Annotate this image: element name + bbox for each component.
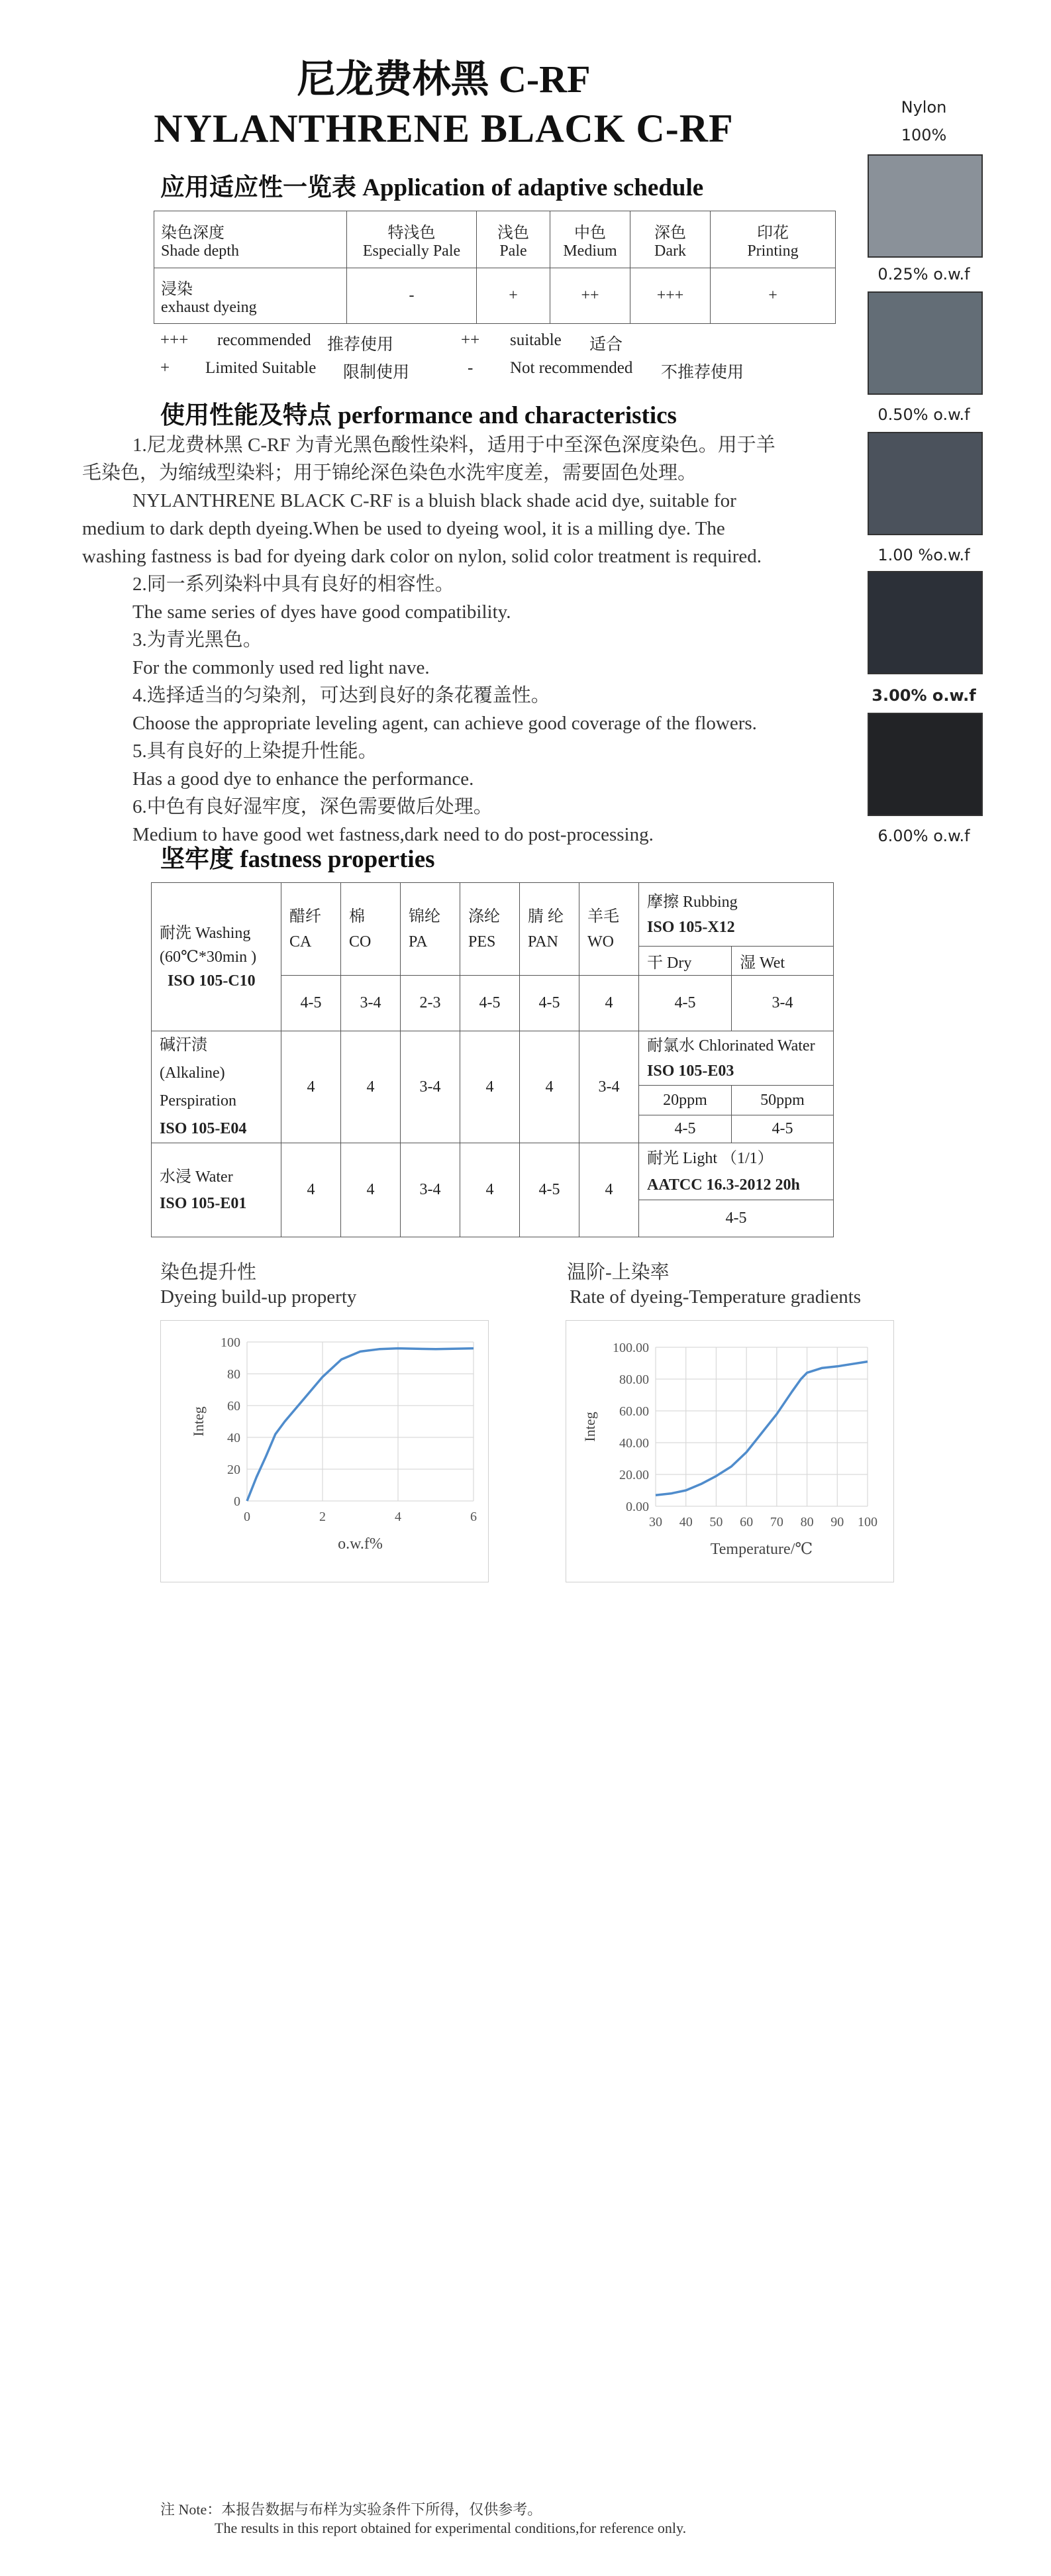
x-axis-label: o.w.f% (338, 1535, 383, 1553)
light-value: 4-5 (639, 1200, 834, 1237)
swatch-box-4 (868, 571, 983, 674)
y-tick-label: 20.00 (619, 1468, 649, 1482)
footnote-en: The results in this report obtained for experimental conditions,for reference only. (215, 2520, 687, 2536)
footnote-cn: 注 Note：本报告数据与布样为实验条件下所得，仅供参考。 (160, 2501, 542, 2518)
x-tick-label: 6 (470, 1510, 477, 1524)
perspiration-pa: 3-4 (401, 1031, 460, 1143)
x-tick-label: 70 (770, 1515, 783, 1529)
swatch-label-4: 3.00% o.w.f (872, 686, 976, 705)
washing-pan: 4-5 (520, 976, 579, 1031)
rubbing-wet-value: 3-4 (732, 976, 834, 1031)
value-especially-pale: - (347, 268, 477, 324)
x-axis-label: Temperature/℃ (710, 1541, 813, 1558)
swatch-label-3: 1.00 %o.w.f (877, 546, 970, 564)
page-title-cn: 尼龙费林黑 C-RF (297, 58, 591, 101)
perspiration-pes: 4 (460, 1031, 520, 1143)
perspiration-wo: 3-4 (579, 1031, 639, 1143)
p3-cn: 3.为青光黑色。 (132, 629, 262, 650)
washing-label-cell: 耐洗 Washing (60℃*30min ) ISO 105-C10 (152, 883, 281, 1031)
p3-en: For the commonly used red light nave. (132, 657, 430, 678)
chlorinated-50ppm-value: 4-5 (732, 1115, 834, 1143)
washing-pa: 2-3 (401, 976, 460, 1031)
p2-cn: 2.同一系列染料中具有良好的相容性。 (132, 574, 454, 595)
p1-en-line2: medium to dark depth dyeing.When be used to dyeing wool, it is a milling dye. The (82, 518, 725, 539)
fastness-table (151, 882, 834, 1237)
p5-cn: 5.具有良好的上染提升性能。 (132, 741, 377, 762)
page-title-en: NYLANTHRENE BLACK C-RF (154, 107, 734, 150)
water-ca: 4 (281, 1143, 341, 1237)
rubbing-dry-label: 干 Dry (639, 947, 732, 976)
legend-l1-en: recommended (217, 331, 311, 349)
swatch-label-2: 0.50% o.w.f (877, 405, 970, 424)
y-tick-label: 80 (227, 1367, 240, 1382)
legend-l4-cn: 不推荐使用 (661, 364, 744, 382)
x-tick-label: 30 (649, 1515, 662, 1529)
value-pale: + (477, 268, 550, 324)
x-tick-label: 0 (244, 1510, 250, 1524)
chlorinated-label-cell: 耐氯水 Chlorinated Water ISO 105-E03 (639, 1031, 834, 1086)
washing-ca: 4-5 (281, 976, 341, 1031)
medium-header: 中色 Medium (550, 211, 630, 268)
x-tick-label: 40 (679, 1515, 693, 1529)
p1-cn-line1: 1.尼龙费林黑 C-RF 为青光黑色酸性染料，适用于中至深色深度染色。用于羊 (132, 435, 776, 456)
value-dark: +++ (630, 268, 711, 324)
legend-l3-cn: 限制使用 (343, 364, 410, 382)
fiber-pes: 涤纶 PES (460, 883, 520, 976)
x-tick-label: 4 (395, 1510, 401, 1524)
water-co: 4 (341, 1143, 401, 1237)
x-tick-label: 100 (858, 1515, 877, 1529)
washing-co: 3-4 (341, 976, 401, 1031)
fiber-wo: 羊毛 WO (579, 883, 639, 976)
p2-en: The same series of dyes have good compatibility. (132, 601, 511, 623)
swatch-header-line1: Nylon (901, 98, 947, 117)
y-tick-label: 40.00 (619, 1436, 649, 1451)
water-label-cell: 水浸 Water ISO 105-E01 (152, 1143, 281, 1237)
washing-pes: 4-5 (460, 976, 520, 1031)
legend-l2-en: suitable (510, 331, 562, 349)
p1-en-line1: NYLANTHRENE BLACK C-RF is a bluish black shade acid dye, suitable for (132, 490, 736, 511)
exhaust-dyeing-label: 浸染 exhaust dyeing (154, 268, 347, 324)
p6-en: Medium to have good wet fastness,dark need to do post-processing. (132, 824, 654, 845)
performance-heading: 使用性能及特点 performance and characteristics (160, 402, 677, 429)
x-tick-label: 60 (740, 1515, 754, 1529)
rubbing-dry-value: 4-5 (639, 976, 732, 1031)
rubbing-wet-label: 湿 Wet (732, 947, 834, 976)
swatch-box-2 (868, 291, 983, 395)
water-wo: 4 (579, 1143, 639, 1237)
adaptive-heading: 应用适应性一览表 Application of adaptive schedule (160, 174, 704, 201)
swatch-label-1: 0.25% o.w.f (877, 265, 970, 283)
fastness-heading: 坚牢度 fastness properties (160, 846, 435, 873)
y-tick-label: 0 (234, 1494, 240, 1509)
legend-l1-cn: 推荐使用 (327, 336, 394, 354)
x-tick-label: 90 (830, 1515, 844, 1529)
fiber-pa: 锦纶 PA (401, 883, 460, 976)
buildup-chart-frame (160, 1320, 489, 1582)
y-tick-label: 60.00 (619, 1404, 649, 1419)
swatch-box-3 (868, 432, 983, 535)
buildup-chart (161, 1321, 488, 1582)
buildup-caption-cn: 染色提升性 (160, 1262, 257, 1283)
y-tick-label: 60 (227, 1399, 240, 1414)
temperature-chart-frame (566, 1320, 894, 1582)
shade-depth-header: 染色深度 Shade depth (154, 211, 347, 268)
chlorinated-20ppm-label: 20ppm (639, 1086, 732, 1115)
p1-en-line3: washing fastness is bad for dyeing dark color on nylon, solid color treatment is required. (82, 546, 762, 567)
y-tick-label: 80.00 (619, 1372, 649, 1387)
perspiration-co: 4 (341, 1031, 401, 1143)
rubbing-label-cell: 摩擦 Rubbing ISO 105-X12 (639, 883, 834, 947)
perspiration-pan: 4 (520, 1031, 579, 1143)
printing-header: 印花 Printing (711, 211, 836, 268)
perspiration-ca: 4 (281, 1031, 341, 1143)
buildup-caption-en: Dyeing build-up property (160, 1286, 357, 1308)
fiber-co: 棉 CO (341, 883, 401, 976)
value-medium: ++ (550, 268, 630, 324)
fiber-pan: 腈 纶 PAN (520, 883, 579, 976)
temperature-chart (566, 1321, 893, 1582)
y-axis-label: Integ (190, 1406, 207, 1437)
legend-l4-en: Not recommended (510, 359, 633, 377)
chlorinated-20ppm-value: 4-5 (639, 1115, 732, 1143)
adaptive-table (154, 211, 836, 324)
p5-en: Has a good dye to enhance the performance. (132, 768, 474, 790)
y-tick-label: 100.00 (613, 1341, 649, 1355)
water-pa: 3-4 (401, 1143, 460, 1237)
y-tick-label: 20 (227, 1463, 240, 1477)
legend-l2-cn: 适合 (589, 336, 623, 354)
p6-cn: 6.中色有良好湿牢度，深色需要做后处理。 (132, 796, 493, 817)
water-pan: 4-5 (520, 1143, 579, 1237)
pale-header: 浅色 Pale (477, 211, 550, 268)
x-tick-label: 50 (709, 1515, 723, 1529)
fiber-ca: 醋纤 CA (281, 883, 341, 976)
dark-header: 深色 Dark (630, 211, 711, 268)
value-printing: + (711, 268, 836, 324)
x-tick-label: 2 (319, 1510, 326, 1524)
especially-pale-header: 特浅色 Especially Pale (347, 211, 477, 268)
swatch-box-1 (868, 154, 983, 258)
water-pes: 4 (460, 1143, 520, 1237)
x-tick-label: 80 (800, 1515, 814, 1529)
p4-cn: 4.选择适当的匀染剂，可达到良好的条花覆盖性。 (132, 685, 550, 706)
p4-en: Choose the appropriate leveling agent, can achieve good coverage of the flowers. (132, 713, 757, 734)
swatch-header-line2: 100% (901, 126, 947, 144)
legend-l4-sym: - (468, 359, 474, 377)
perspiration-label-cell: 碱汗渍 (Alkaline) Perspiration ISO 105-E04 (152, 1031, 281, 1143)
temp-caption-cn: 温阶-上染率 (567, 1262, 670, 1283)
series-line (656, 1362, 868, 1496)
p1-cn-line2: 毛染色，为缩绒型染料；用于锦纶深色染色水洗牢度差，需要固色处理。 (82, 462, 697, 484)
swatch-box-5 (868, 713, 983, 816)
light-label-cell: 耐光 Light （1/1） AATCC 16.3-2012 20h (639, 1143, 834, 1200)
y-tick-label: 0.00 (626, 1500, 649, 1514)
series-line (247, 1349, 474, 1501)
washing-wo: 4 (579, 976, 639, 1031)
legend-l3-en: Limited Suitable (205, 359, 317, 377)
legend-l2-sym: ++ (461, 331, 480, 349)
y-axis-label: Integ (581, 1412, 598, 1442)
legend-l1-sym: +++ (160, 331, 189, 349)
y-tick-label: 100 (221, 1335, 240, 1350)
y-tick-label: 40 (227, 1431, 240, 1445)
swatch-label-5: 6.00% o.w.f (877, 827, 970, 845)
chlorinated-50ppm-label: 50ppm (732, 1086, 834, 1115)
temp-caption-en: Rate of dyeing-Temperature gradients (570, 1286, 862, 1308)
legend-l3-sym: + (160, 359, 170, 377)
